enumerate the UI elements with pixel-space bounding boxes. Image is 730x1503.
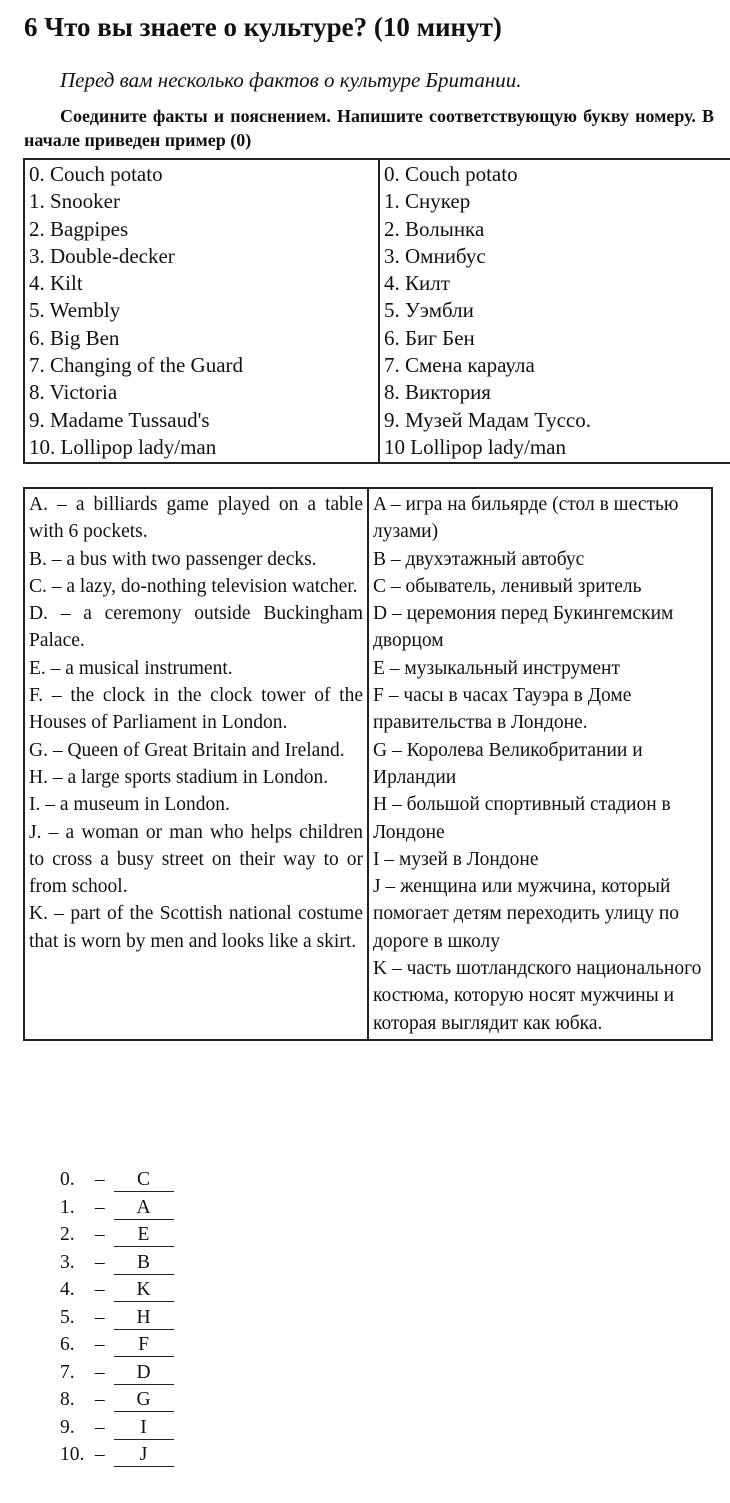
term-en-item: 2. Bagpipes: [29, 216, 129, 241]
definition-en-item: F. – the clock in the clock tower of the Houses of Parliament in London.: [29, 685, 363, 734]
definition-ru-item: E – музыкальный инструмент: [373, 657, 621, 679]
term-en-item: 1. Snooker: [29, 189, 120, 214]
definition-ru-item: I – музей в Лондоне: [373, 848, 539, 870]
terms-ru-column: [379, 159, 730, 463]
term-ru-item: 7. Смена караула: [384, 353, 535, 378]
term-ru-item: 6. Биг Бен: [384, 325, 475, 350]
exercise-subtitle: Перед вам несколько фактов о культуре Британии.: [60, 68, 522, 92]
answer-blank: E: [114, 1224, 174, 1247]
definition-ru-item: A – игра на бильярде (стол в шестью лузами): [373, 494, 679, 543]
definition-ru-item: B – двухэтажный автобус: [373, 548, 585, 570]
answer-blank: F: [114, 1334, 174, 1357]
definition-ru-item: K – часть шотландского национального костюма, которую носят мужчины и которая выглядит как юбка.: [373, 958, 702, 1034]
answer-row: 6. – F: [60, 1331, 174, 1359]
definition-en-item: K. – part of the Scottish national costume that is worn by men and looks like a skirt.: [29, 903, 363, 952]
definition-en-item: D. – a ceremony outside Buckingham Palace.: [29, 603, 363, 652]
answer-number: 9.: [60, 1416, 75, 1438]
term-en-item: 10. Lollipop lady/man: [29, 434, 217, 459]
answer-row: 10. – J: [60, 1441, 174, 1469]
term-en-item: 3. Double-decker: [29, 243, 175, 268]
term-en-item: 4. Kilt: [29, 271, 83, 296]
answer-number: 6.: [60, 1334, 75, 1355]
term-en-item: 0. Couch potato: [29, 162, 163, 186]
definitions-en-column: [24, 488, 368, 1040]
answer-list: [60, 1166, 174, 1469]
definition-en-item: B. – a bus with two passenger decks.: [29, 548, 317, 570]
term-ru-item: 1. Снукер: [384, 189, 471, 214]
answer-row: 0. – C: [60, 1166, 174, 1194]
terms-en-column: [24, 159, 379, 463]
definition-en-item: H. – a large sports stadium in London.: [29, 766, 329, 788]
definition-en-item: A. – a billiards game played on a table with 6 pockets.: [29, 494, 363, 543]
answer-number: 10.: [60, 1444, 85, 1465]
exercise-title: 6 Что вы знаете о культуре? (10 минут): [24, 12, 502, 42]
term-ru-item: 2. Волынка: [384, 216, 485, 241]
answer-number: 4.: [60, 1279, 75, 1300]
answer-blank: H: [114, 1307, 174, 1330]
term-en-item: 8. Victoria: [29, 380, 118, 405]
answer-number: 7.: [60, 1361, 75, 1383]
answer-number: 3.: [60, 1251, 75, 1273]
answer-blank: A: [114, 1197, 174, 1220]
term-en-item: 5. Wembly: [29, 298, 121, 323]
definitions-ru-column: [368, 488, 712, 1040]
definition-ru-item: H – большой спортивный стадион в Лондоне: [373, 794, 671, 843]
answer-blank: B: [114, 1252, 174, 1275]
exercise-instructions: Соедините факты и пояснением. Напишите соответствующую букву номеру. В начале приведен пример (0): [24, 106, 714, 150]
term-en-item: 7. Changing of the Guard: [29, 353, 244, 378]
answer-row: 8. – G: [60, 1386, 174, 1414]
term-en-item: 6. Big Ben: [29, 325, 120, 350]
definition-en-item: E. – a musical instrument.: [29, 657, 233, 679]
term-ru-item: 3. Омнибус: [384, 243, 486, 268]
term-ru-item: 8. Виктория: [384, 380, 491, 405]
term-en-item: 9. Madame Tussaud's: [29, 407, 210, 432]
answer-row: 4. – K: [60, 1276, 174, 1304]
term-ru-item: 9. Музей Мадам Туссо.: [384, 407, 591, 432]
definition-ru-item: C – обыватель, ленивый зритель: [373, 575, 642, 597]
answer-number: 5.: [60, 1306, 75, 1328]
answer-blank: C: [114, 1169, 174, 1192]
definition-en-item: C. – a lazy, do-nothing television watcher.: [29, 575, 358, 597]
answer-number: 2.: [60, 1224, 75, 1245]
definition-ru-item: D – церемония перед Букингемским дворцом: [373, 603, 674, 652]
answer-blank: D: [114, 1362, 174, 1385]
definition-ru-item: F – часы в часах Тауэра в Доме правительства в Лондоне.: [373, 685, 632, 734]
answer-row: 2. – E: [60, 1221, 174, 1249]
answer-blank: K: [114, 1279, 174, 1302]
term-ru-item: 4. Килт: [384, 271, 450, 296]
answer-row: 9. – I: [60, 1414, 174, 1442]
answer-number: 8.: [60, 1389, 75, 1410]
definition-en-item: J. – a woman or man who helps children to cross a busy street on their way to or from school.: [29, 821, 363, 898]
answer-number: 1.: [60, 1196, 75, 1218]
answer-blank: I: [114, 1417, 174, 1440]
definitions-table: [23, 487, 713, 1041]
term-ru-item: 10 Lollipop lady/man: [384, 434, 566, 459]
answer-row: 5. – H: [60, 1304, 174, 1332]
definition-ru-item: G – Королева Великобритании и Ирландии: [373, 739, 643, 788]
terms-table: [23, 158, 730, 464]
answer-blank: J: [114, 1444, 174, 1467]
term-ru-item: 5. Уэмбли: [384, 298, 474, 323]
definition-en-item: G. – Queen of Great Britain and Ireland.: [29, 739, 345, 761]
definition-ru-item: J – женщина или мужчина, который помогает детям переходить улицу по дороге в школу: [373, 876, 680, 952]
term-ru-item: 0. Couch potato: [384, 162, 518, 186]
answer-number: 0.: [60, 1169, 75, 1190]
answer-row: 7. – D: [60, 1359, 174, 1387]
answer-row: 1. – A: [60, 1194, 174, 1222]
answer-row: 3. – B: [60, 1249, 174, 1277]
definition-en-item: I. – a museum in London.: [29, 794, 230, 816]
answer-blank: G: [114, 1389, 174, 1412]
